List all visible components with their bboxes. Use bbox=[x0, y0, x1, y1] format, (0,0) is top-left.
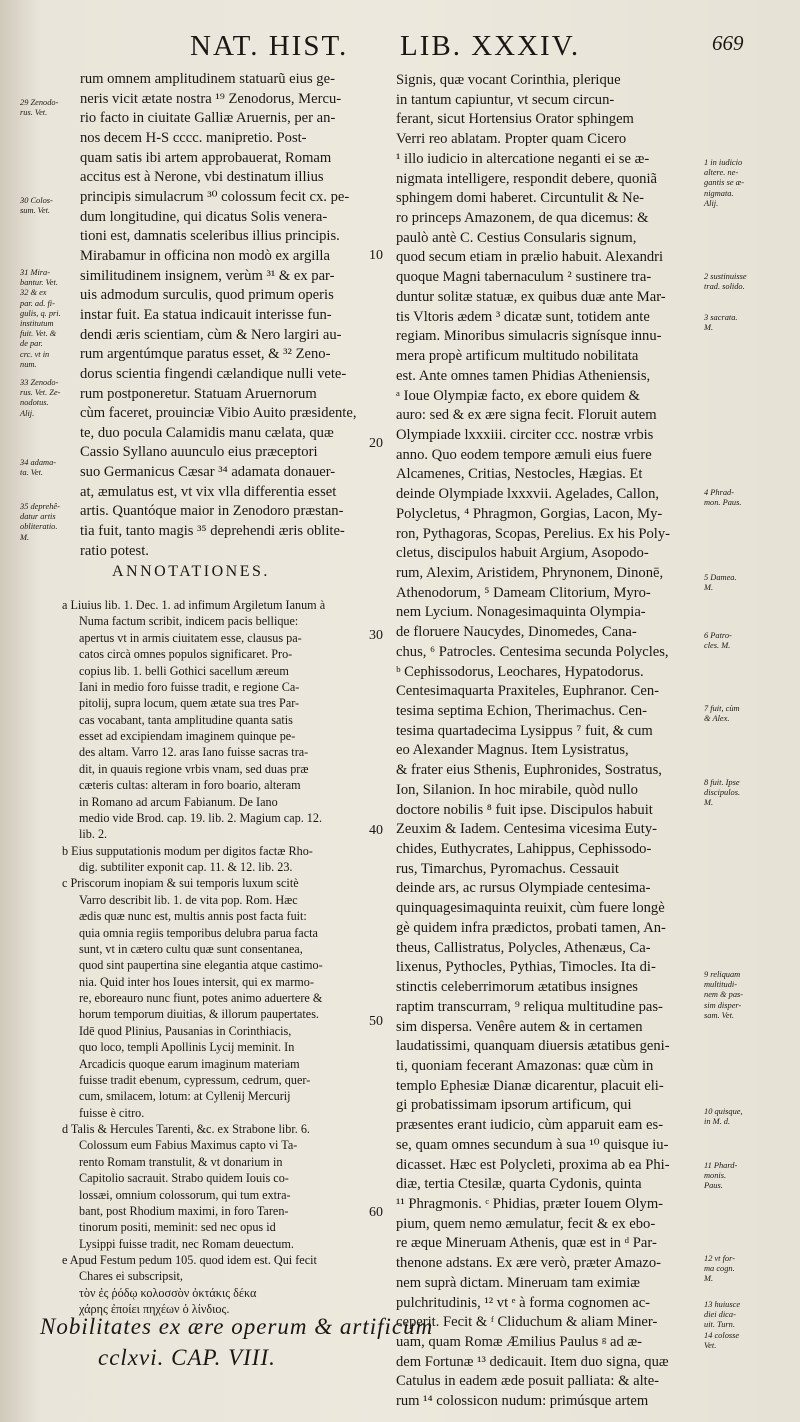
text-line: præsentes erant iudicio, cùm apparuit eam es- bbox=[396, 1117, 664, 1134]
text-line: ᵇ Cephissodorus, Leochares, Hypatodorus. bbox=[396, 663, 644, 680]
annotation-line: Arcadicis quoque earum imaginum materiam bbox=[79, 1056, 300, 1071]
text-line: Alcamenes, Critias, Nestocles, Hægias. Et bbox=[396, 466, 643, 483]
text-line: quod secum etiam in prælio habuit. Alexandri bbox=[396, 249, 664, 266]
annotation-line: dig. subtiliter exponit cap. 11. & 12. lib. 23. bbox=[79, 860, 293, 874]
annotation-line: des altam. Varro 12. aras Iano fuisse sacras tra- bbox=[79, 745, 309, 760]
running-head-right: LIB. XXXIV. bbox=[400, 30, 581, 62]
text-line: de floruere Naucydes, Dinomedes, Cana- bbox=[396, 624, 637, 641]
line-number: 40 bbox=[369, 823, 383, 838]
annotation-line: rento Romam transtulit, & vt donarium in bbox=[79, 1154, 283, 1169]
annotation-line: cum, smilacem, lotum: at Cyllenij Mercurij bbox=[79, 1089, 291, 1104]
text-line: chus, ⁶ Patrocles. Centesima secunda Polycles, bbox=[396, 643, 669, 660]
line-number: 60 bbox=[369, 1205, 383, 1220]
text-line: pulchritudinis, ¹² vt ᵉ à forma cognomen ac- bbox=[396, 1294, 651, 1311]
text-line: deinde Olympiade lxxxvii. Agelades, Callon, bbox=[396, 486, 660, 503]
text-line: deinde ars, ac rursus Olympiade centesima- bbox=[396, 880, 651, 897]
margin-note: 11 Phard- monis. Paus. bbox=[704, 1161, 738, 1191]
text-line: & frater eius Sthenis, Euphronides, Sostratus, bbox=[396, 762, 662, 779]
annotation-line: copius lib. 1. belli Gothici sacellum æreum bbox=[79, 663, 289, 678]
text-line: quoque Magni tabernaculum ² sustinere tra- bbox=[396, 269, 652, 286]
text-line: neris vicit ætate nostra ¹⁹ Zenodorus, Mercu- bbox=[80, 90, 342, 107]
text-line: tesima septima Echion, Therimachus. Cen- bbox=[396, 703, 648, 719]
margin-note: 5 Damea. M. bbox=[704, 573, 737, 593]
annotation-line: Colossum eum Fabius Maximus capto vi Ta- bbox=[79, 1138, 298, 1153]
text-line: Olympiade lxxxiii. circiter ccc. nostræ vrbis bbox=[396, 426, 654, 443]
text-line: in tantum capiuntur, vt secum circun- bbox=[396, 91, 615, 108]
text-line: at, æmulatus est, vt vix vlla differentia esset bbox=[80, 483, 337, 500]
annotation-line: fuisse è citro. bbox=[79, 1105, 145, 1120]
text-line: dendi æris scientiam, cùm & Nero largiri au- bbox=[80, 326, 342, 343]
text-line: paulò antè C. Cestius Consularis signum, bbox=[396, 229, 637, 246]
text-line: ¹¹ Phragmonis. ᶜ Phidias, præter Iouem Olym- bbox=[396, 1195, 664, 1212]
annotation-line: d Talis & Hercules Tarenti, &c. ex Strabone libr. 6. bbox=[62, 1122, 310, 1136]
margin-note: 2 sustinuisse trad. solido. bbox=[704, 272, 747, 292]
text-line: est. Ante omnes tamen Phidias Atheniensis, bbox=[396, 367, 651, 384]
annotation-line: Chares ei subscripsit, bbox=[79, 1269, 183, 1284]
text-line: se, quam omnes secundum à sua ¹⁰ quisque iu- bbox=[396, 1136, 669, 1153]
annotation-line: horum temporum diuitias, & illorum paupertates. bbox=[79, 1007, 319, 1022]
text-line: quinquagesimaquinta reuixit, cùm fuere longè bbox=[396, 900, 665, 917]
margin-note: 3 sacrata. M. bbox=[704, 313, 738, 333]
text-line: dicasset. Hæc est Polycleti, proxima ab ea Phi- bbox=[396, 1156, 670, 1173]
annotation-line: in Romano ad arcum Fabianum. De Iano bbox=[79, 794, 278, 809]
text-line: gi probatissimam ipsorum artificum, qui bbox=[396, 1097, 632, 1114]
text-line: tioni est, damnatis sceleribus illius principis. bbox=[80, 228, 340, 245]
text-line: dorus scientia fingendi cælandique nulli vete- bbox=[80, 365, 347, 382]
margin-note: 8 fuit. Ipse discipulos. M. bbox=[704, 778, 741, 808]
text-line: mera propè artificum multitudo nobilitata bbox=[396, 348, 639, 365]
annotations-block bbox=[62, 597, 382, 1318]
text-line: doctore nobilis ⁸ fuit ipse. Discipulos habuit bbox=[396, 801, 653, 818]
chapter-heading-line2: cclxvi. CAP. VIII. bbox=[98, 1345, 276, 1370]
text-line: tia fuit, tanto magis ³⁵ deprehendi æris oblite- bbox=[80, 523, 345, 540]
text-line: Athenodorum, ⁵ Dameam Clitorium, Myro- bbox=[396, 584, 651, 601]
text-line: rus, Timarchus, Pyromachus. Cessauit bbox=[396, 860, 619, 877]
text-line: ro princeps Amazonem, de qua dicemus: & bbox=[396, 210, 649, 227]
chapter-heading-line1: Nobilitates ex ære operum & artificum bbox=[40, 1314, 434, 1339]
annotation-line: lossæi, omnium colossorum, qui tum extra- bbox=[79, 1187, 291, 1202]
text-line: rum, Alexim, Aristidem, Phrynonem, Dinonē, bbox=[396, 564, 664, 581]
text-line: similitudinem insignem, verùm ³¹ & ex par- bbox=[80, 267, 335, 284]
text-line: Ion, Silanion. In hoc mirabile, quòd nullo bbox=[396, 781, 638, 798]
margin-note: 34 adama- ta. Vet. bbox=[20, 458, 57, 478]
text-line: nos decem H-S cccc. manipretio. Post- bbox=[80, 129, 307, 146]
text-line: ti, quoniam fecerant Amazonas: quæ cùm in bbox=[396, 1057, 654, 1074]
text-line: rum omnem amplitudinem statuarũ eius ge- bbox=[80, 71, 335, 87]
text-line: Zeuxim & Iadem. Centesima vicesima Euty- bbox=[396, 821, 657, 838]
annotation-line: Numa factum scribit, indicem pacis bellique: bbox=[79, 614, 299, 629]
annotation-line: nia. Quid inter hos Ioues intersit, qui ex marmo- bbox=[79, 974, 314, 989]
text-line: dem Fortunæ ¹³ dedicauit. Item duo signa, quæ bbox=[396, 1353, 669, 1370]
text-line: raptim transcurram, ⁹ reliqua multitudine pas- bbox=[396, 998, 663, 1015]
annotation-line: quo loco, templi Apollinis Lycij meminit. In bbox=[79, 1040, 295, 1055]
text-line: ferant, sicut Hortensius Orator sphingem bbox=[396, 111, 634, 128]
text-line: uis admodum surculis, quod primum operis bbox=[80, 287, 334, 304]
text-line: re æque Mineruam Athenis, quæ est in ᵈ Par- bbox=[396, 1235, 657, 1252]
annotation-line: re, eboreauro nunc fiunt, potes animo aduertere & bbox=[79, 991, 323, 1005]
text-line: rum ¹⁴ colossicon nudum: primúsque artem bbox=[396, 1393, 649, 1410]
margin-note: 13 huiusce diei dica- uit. Turn. 14 colosse Vet. bbox=[704, 1300, 741, 1350]
annotation-line: τὸν ἐς ῥόδῳ κολοσσὸν ὀκτάκις δέκα bbox=[79, 1285, 257, 1300]
text-line: Signis, quæ vocant Corinthia, plerique bbox=[396, 72, 621, 88]
text-line: laudatissimi, quanquam diuersis ætatibus geni- bbox=[396, 1038, 670, 1055]
annotation-line: quia omnia regiis temporibus delubra parua facta bbox=[79, 925, 318, 940]
text-line: duntur solitæ statuæ, ex quibus duæ ante Mar- bbox=[396, 288, 666, 305]
margin-note: 4 Phrad- mon. Paus. bbox=[704, 488, 742, 508]
text-line: pium, quem nemo æmulatur, fecit & ex ebo- bbox=[396, 1215, 656, 1232]
line-number: 10 bbox=[369, 248, 383, 263]
text-line: tis Vltoris ædem ³ dicatæ sunt, totidem ante bbox=[396, 308, 650, 325]
text-line: diæ, tertia Ctesilæ, quarta Cydonis, quinta bbox=[396, 1176, 642, 1193]
margin-note: 35 deprehê- datur artis obliteratio. M. bbox=[20, 502, 60, 542]
text-line: ratio potest. bbox=[80, 542, 149, 559]
text-line: Catulus in eadem æde posuit palliata: & alte- bbox=[396, 1373, 660, 1390]
text-line: ¹ illo iudicio in altercatione neganti ei se æ- bbox=[396, 150, 650, 167]
annotation-line: lib. 2. bbox=[79, 827, 108, 842]
text-line: sphingem domi haberet. Circuntulit & Ne- bbox=[396, 190, 645, 207]
text-line: stinctis celeberrimorum ætatibus insignes bbox=[396, 979, 638, 996]
annotation-line: b Eius supputationis modum per digitos factæ Rho- bbox=[62, 843, 313, 858]
annotation-line: ædis quæ nunc est, multis annis post facta fuit: bbox=[79, 909, 307, 924]
text-line: eo Alexander Magnus. Item Lysistratus, bbox=[396, 742, 629, 759]
annotations-heading: ANNOTATIONES. bbox=[112, 563, 270, 580]
annotation-line: a Liuius lib. 1. Dec. 1. ad infimum Argiletum Ianum à bbox=[62, 598, 326, 612]
annotation-line: catos circà omnes populos significaret. Pro- bbox=[79, 647, 293, 662]
text-line: chides, Euthycrates, Lahippus, Cephissodo- bbox=[396, 841, 652, 858]
annotation-line: Capitolio sacrauit. Strabo quidem Iouis co- bbox=[79, 1171, 289, 1186]
text-line: dum longitudine, qui dicatus Solis venera- bbox=[80, 208, 328, 225]
margin-note: 10 quisque, in M. d. bbox=[704, 1107, 743, 1127]
annotation-line: esset ad excipiendam imaginem quinque pe- bbox=[79, 729, 296, 743]
annotation-line: tinorum positi, meminit: sed nec opus id bbox=[79, 1220, 276, 1235]
margin-note: 9 reliquam multitudi- nem & pas- sim disper- sam. Vet. bbox=[704, 970, 744, 1020]
text-line: templo Ephesiæ Dianæ dicarentur, placuit eli- bbox=[396, 1077, 664, 1094]
left-column-text bbox=[80, 70, 384, 561]
text-line: lixenus, Pythocles, Pythias, Timocles. Ita di- bbox=[396, 959, 656, 976]
text-line: principis simulacrum ³⁰ colossum fecit cx. pe- bbox=[80, 188, 350, 205]
text-line: ron, Pythagoras, Scopas, Perelius. Ex his Poly- bbox=[396, 525, 671, 542]
right-column-text bbox=[396, 71, 696, 1412]
text-line: nem suprà dictam. Mineruam tam eximiæ bbox=[396, 1274, 640, 1291]
margin-note: 31 Mira- bantur. Vet. 32 & ex par. ad. fi- gulis, q. pri. institutum fuit. Vet. & de par. crc. vt in num. bbox=[20, 268, 61, 369]
text-line: rum postponeretur. Statuam Aruernorum bbox=[80, 385, 317, 402]
annotation-line: fuisse tradit ebenum, cypressum, cedrum, quer- bbox=[79, 1072, 311, 1087]
text-line: tesima quartadecima Lysippus ⁷ fuit, & cum bbox=[396, 722, 653, 739]
margin-note: 29 Zenodo- rus. Vet. bbox=[20, 98, 59, 118]
text-line: uam, quam Romæ Æmilius Paulus ᵍ ad æ- bbox=[396, 1334, 642, 1350]
annotation-line: c Priscorum inopiam & sui temporis luxum scitè bbox=[62, 876, 299, 891]
annotation-line: cas vocabant, tanta amplitudine quanta satis bbox=[79, 712, 293, 727]
text-line: instar fuit. Ea statua indicauit interisse fun- bbox=[80, 306, 332, 323]
page-number: 669 bbox=[712, 31, 744, 55]
text-line: artis. Quantóque maior in Zenodoro præstan- bbox=[80, 503, 344, 520]
text-line: cletus, discipulos habuit Argium, Asopodo- bbox=[396, 545, 649, 562]
text-line: ceperit. Fecit & ᶠ Cliduchum & aliam Miner- bbox=[396, 1314, 658, 1331]
text-line: nigmata intelligere, respondit debere, quoniã bbox=[396, 170, 657, 187]
text-line: Polycletus, ⁴ Phragmon, Gorgias, Lacon, My- bbox=[396, 505, 663, 522]
margin-note: 7 fuit, cùm & Alex. bbox=[704, 704, 740, 724]
text-line: Centesimaquarta Praxiteles, Euphranor. Cen- bbox=[396, 683, 660, 700]
text-line: rio facto in ciuitate Galliæ Aruernis, per an- bbox=[80, 110, 336, 127]
margin-note: 33 Zenodo- rus. Vet. Ze- nodotus. Alij. bbox=[20, 378, 61, 418]
text-line: suo Germanicus Cæsar ³⁴ adamata donauer- bbox=[80, 464, 336, 481]
line-number: 50 bbox=[369, 1014, 383, 1029]
annotation-line: Iani in medio foro fuisse tradit, e regione Ca- bbox=[79, 679, 300, 694]
annotation-line: quod sint paupertina sine elegantia atque castimo- bbox=[79, 958, 323, 973]
text-line: theus, Callistratus, Polycles, Athenæus, Ca- bbox=[396, 939, 651, 956]
annotation-line: Varro describit lib. 1. de vita pop. Rom. Hæc bbox=[79, 892, 298, 907]
margin-note: 6 Patro- cles. M. bbox=[704, 631, 732, 651]
text-line: nem Lycium. Nonagesimaquinta Olympia- bbox=[396, 604, 646, 621]
line-number: 30 bbox=[369, 628, 383, 643]
margin-note: 12 vt for- ma cogn. M. bbox=[704, 1254, 736, 1284]
annotation-line: cæteris cultas: alteram in foro boario, alteram bbox=[79, 778, 301, 793]
text-line: cùm faceret, prouinciæ Vibio Auito præsidente, bbox=[80, 405, 357, 422]
annotation-line: Lysippi fuisse tradit, nec Romam deuectum. bbox=[79, 1236, 294, 1251]
annotation-line: apertus vt in armis ciuitatem esse, clausus pa- bbox=[79, 630, 302, 645]
running-head-left: NAT. HIST. bbox=[190, 30, 349, 62]
text-line: auro: sed & ex ære signa fecit. Floruit autem bbox=[396, 407, 657, 424]
text-line: gè quidem infra prædictos, probati tamen, An- bbox=[396, 919, 666, 936]
text-line: anno. Quo eodem tempore æmuli eius fuere bbox=[396, 446, 652, 463]
annotation-line: sunt, vt in cætero cultu quæ sunt consentanea, bbox=[79, 941, 303, 956]
text-line: Cassio Syllano auunculo eius præceptori bbox=[80, 444, 318, 461]
text-line: regiam. Minoribus simulacris signísque innu- bbox=[396, 328, 662, 345]
annotation-line: Idē quod Plinius, Pausanias in Corinthiacis, bbox=[79, 1023, 292, 1038]
annotation-line: bant, post Rhodium maximi, in foro Taren- bbox=[79, 1203, 289, 1218]
margin-note: 1 in iudicio altere. ne- gantis se æ- nigmata. Alij. bbox=[704, 158, 745, 208]
text-line: Mirabamur in officina non modò ex argilla bbox=[80, 247, 330, 264]
text-line: sim dispersa. Venêre autem & in certamen bbox=[396, 1018, 643, 1035]
annotation-line: χάρης ἐποίει πηχέων ὁ λίνδιος. bbox=[79, 1302, 230, 1317]
annotation-line: e Apud Festum pedum 105. quod idem est. Qui fecit bbox=[62, 1253, 317, 1267]
text-line: ᵃ Ioue Olympiæ facto, ex ebore quidem & bbox=[396, 387, 640, 404]
text-line: thenone adstans. Ex ære verò, præter Amazo- bbox=[396, 1255, 662, 1272]
line-number: 20 bbox=[369, 436, 383, 451]
text-line: Verri reo ablatam. Propter quam Cicero bbox=[396, 131, 627, 148]
text-line: quam satis ibi artem approbauerat, Romam bbox=[80, 149, 332, 166]
text-line: rum argentúmque paratus esset, & ³² Zeno- bbox=[80, 346, 331, 363]
text-line: accitus est à Nerone, vbi destinatum illius bbox=[80, 169, 324, 186]
annotation-line: medio vide Brod. cap. 19. lib. 2. Magium cap. 12. bbox=[79, 810, 323, 825]
annotation-line: pitolij, supra locum, quem ætate sua tres Par- bbox=[79, 696, 300, 711]
margin-note: 30 Colos- sum. Vet. bbox=[20, 196, 53, 216]
text-line: te, duo pocula Calamidis manu cælata, quæ bbox=[80, 424, 334, 441]
annotation-line: dit, in quauis regione vrbis vnam, sed duas præ bbox=[79, 761, 309, 776]
